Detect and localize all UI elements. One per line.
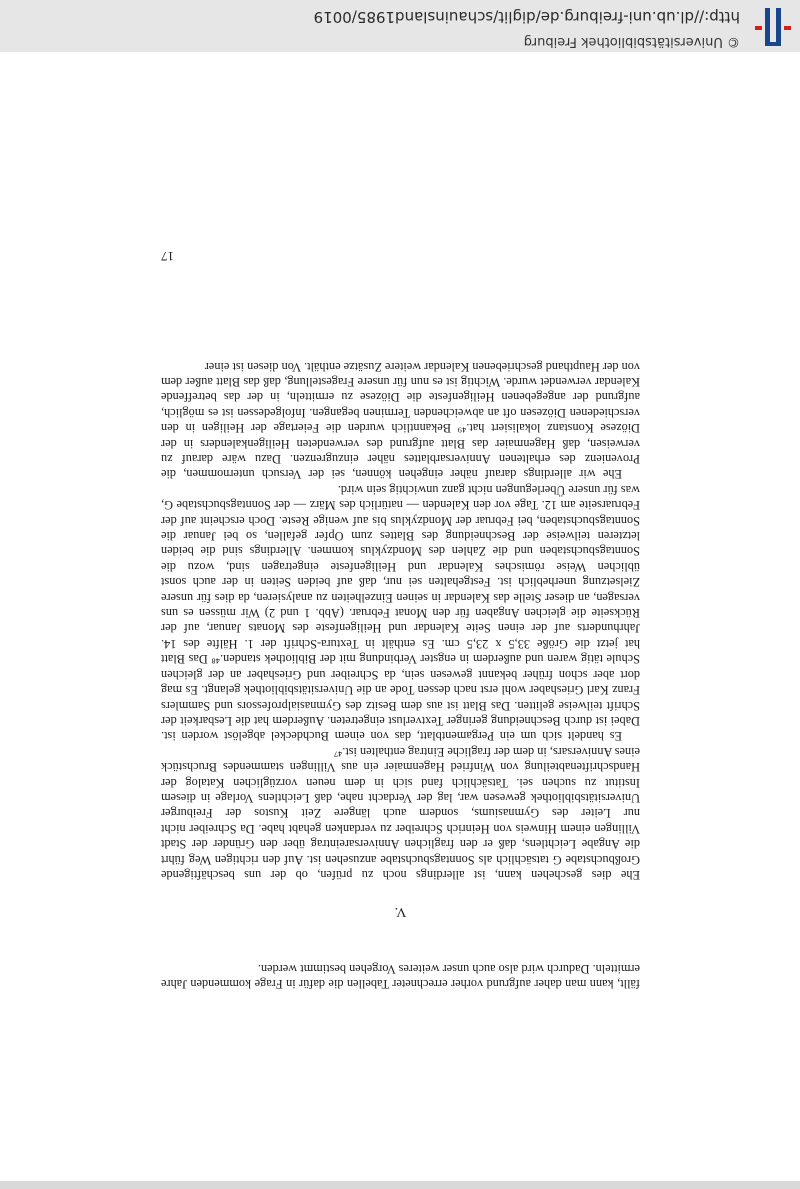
paragraph: Ehe dies geschehen kann, ist allerdings noch zu prüfen, ob der uns beschäftigende Großbuchstabe G tatsächlich als Sonntagsbuchstabe anzusehen ist. Auf den richtigen Weg führt die Angabe Leichtlens, daß er den fraglichen Anniversareintrag über den Gründer der Stadt Villingen einem Hinweis von Heinrich Schreiber zu verdanken gehabt habe. Da Schreiber nicht nur Leiter des Gymnasiums, sondern auch längere Zeit Kustos der Freiburger Universitätsbibliothek gewesen war, lag der Verdacht nahe, daß Leichtlens Vorlage in diesem Institut zu suchen sei. Tatsächlich fand sich in dem neuen vorzüglichen Katalog der Handschriftenabteilung von Winfried Hagenmaier ein aus Villingen stammendes Bruchstück eines Anniversars, in dem der fragliche Eintrag enthalten ist.⁴⁷ bbox=[161, 744, 640, 882]
page-number: 17 bbox=[161, 249, 174, 264]
footer-bar bbox=[0, 0, 800, 52]
body-text bbox=[161, 358, 640, 882]
section-heading: V. bbox=[394, 904, 407, 919]
university-library-logo-icon bbox=[750, 6, 794, 50]
paragraph: Ehe wir allerdings darauf näher eingehen können, sei der Versuch unternommen, die Provenienz des erhaltenen Anniversarblattes näher einzugrenzen. Dazu wäre darauf zu verweisen, daß Hagenmaier das Blatt aufgrund des verwendeten Heiligenkalenders in der Diözese Konstanz lokalisiert hat.⁴⁹ Bekanntlich wurden die Feiertage der Heiligen in den verschiedenen Diözesen oft an abweichenden Terminen begangen. Infolgedessen ist es möglich, aufgrund der angegebenen Heiligenfeste die Diözese zu ermitteln, in der das betreffende Kalendar verwendet wurde. Wichtig ist es nun für unsere Fragestellung, daß das Blatt außer dem von der Haupthand geschriebenen Kalendar weitere Zusätze enthält. Von diesen ist einer bbox=[161, 359, 640, 482]
source-url-link[interactable]: http://dl.ub.uni-freiburg.de/diglit/schauinsland1985/0019 bbox=[313, 8, 740, 26]
paragraph: Es handelt sich um ein Pergamentblatt, das von einem Buchdeckel abgelöst worden ist. Dabei ist durch Beschneidung geringer Textverlust eingetreten. Außerdem hat die Lesbarkeit der Schrift teilweise gelitten. Das Blatt ist aus dem Besitz des Gymnasialprofessors und Sammlers Franz Karl Grieshaber wohl erst nach dessen Tode an die Universitätsbibliothek gelangt. Es mag dort aber schon früher bekannt gewesen sein, da Schreiber und Grieshaber an der gleichen Schule tätig waren und außerdem in engster Verbindung mit der Bibliothek standen.⁴⁸ Das Blatt hat jetzt die Größe 33,5 x 23,5 cm. Es enthält in Textura-Schrift der 1. Hälfte des 14. Jahrhunderts auf der einen Seite Kalendar und Heiligenfeste des Monats Januar, auf der Rückseite die gleichen Angaben für den Monat Februar. (Abb. 1 und 2) Wir müssen es uns versagen, an dieser Stelle das Kalendar in seinen Einzelheiten zu analysieren, da dies für unsere Zielsetzung unerheblich ist. Festgehalten sei nur, daß auf beiden Seiten in der auch sonst üblichen Weise römisches Kalendar und Heiligenfeste eingetragen sind, wozu die Sonntagsbuchstaben und die Zahlen des Mondzyklus kommen. Allerdings sind die beiden letzteren teilweise der Beschneidung des Blattes zum Opfer gefallen, so bei Januar die Sonntagsbuchstaben, bei Februar der Mondzyklus bis auf wenige Reste. Doch erscheint auf der Februarseite am 12. Tage vor den Kalenden — natürlich des März — der Sonntagsbuchstabe G, was für unsere Überlegungen nicht ganz unwichtig sein wird. bbox=[161, 482, 640, 744]
copyright-credit: © Universitätsbibliothek Freiburg bbox=[523, 34, 740, 49]
carryover-paragraph bbox=[161, 960, 640, 991]
carryover-text: fällt, kann man daher aufgrund vorher errechneter Tabellen die dafür in Frage kommenden Jahre ermitteln. Dadurch wird also auch unser weiteres Vorgehen bestimmt werden. bbox=[161, 961, 640, 991]
page-content bbox=[161, 52, 640, 1189]
